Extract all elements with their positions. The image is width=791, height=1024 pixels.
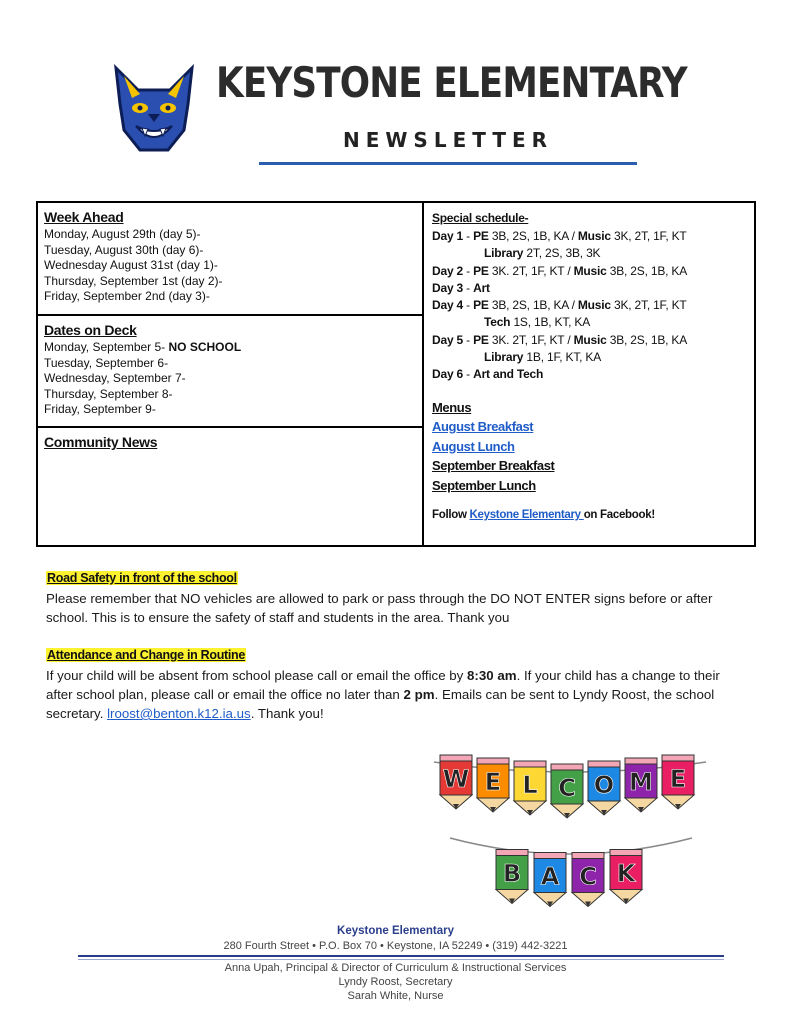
class-list: 3K, 2T, 1F, KT (610, 229, 687, 243)
day-label: Day 6 (432, 367, 464, 382)
class-list: 3B, 2S, 1B, KA / (488, 229, 578, 243)
week-ahead-line: Friday, September 2nd (day 3)- (44, 289, 210, 303)
class-list: 3K. 2T, 1F, KT / (488, 263, 574, 278)
road-safety-text: Please remember that NO vehicles are allowed to park or pass through the DO NOT ENTER signs before or after school. This is to ensure the safety of staff and students in the area. Thank you (46, 591, 713, 625)
banner-letter: W (442, 765, 470, 793)
special-schedule-heading: Special schedule- (432, 211, 529, 225)
absence-deadline: 8:30 am (467, 668, 517, 683)
day-label: Day 3 (432, 280, 464, 295)
august-breakfast-link[interactable]: August Breakfast (432, 419, 534, 435)
pe-label: PE (473, 332, 489, 347)
schedule-day-1: Day 1 - PE 3B, 2S, 1B, KA / Music 3K, 2T, 1F, KT (432, 229, 687, 243)
banner-pencil-flag (572, 853, 604, 907)
library-label: Library (484, 246, 524, 261)
banner-letter: L (522, 771, 538, 799)
date-text: Monday, September 5- (44, 340, 169, 354)
attendance-text-part: . If your child has a change to their after school plan, please call or email the office no later than (46, 668, 720, 702)
music-label: Music (573, 263, 607, 278)
week-ahead-line: Thursday, September 1st (day 2)- (44, 273, 223, 288)
banner-pencil-flag (440, 755, 472, 809)
dates-on-deck-heading: Dates on Deck (44, 322, 137, 338)
staff-principal: Anna Upah, Principal & Director of Curriculum & Instructional Services (224, 962, 567, 974)
banner-letter: E (669, 765, 687, 793)
attendance-text-part: . Emails can be sent to Lyndy Roost, the school secretary. (46, 687, 715, 721)
banner-letter: M (629, 768, 653, 796)
dates-on-deck-line: Wednesday, September 7- (44, 371, 186, 385)
banner-pencil-flag (610, 850, 642, 904)
dates-on-deck-line (44, 340, 422, 356)
change-deadline: 2 pm (403, 687, 435, 702)
attendance-text-part: . Thank you! (250, 706, 324, 721)
music-label: Music (577, 229, 611, 243)
september-lunch-link[interactable]: September Lunch (432, 477, 536, 493)
dates-on-deck-cell (38, 316, 422, 428)
class-list: 1S, 1B, KT, KA (510, 315, 591, 330)
attendance-heading: Attendance and Change in Routine (47, 648, 246, 662)
class-list: 3B, 2S, 1B, KA (606, 332, 688, 347)
staff-nurse: Sarah White, Nurse (347, 990, 444, 1002)
wildcat-mascot-icon (108, 64, 200, 156)
newsletter-subtitle: NEWSLETTER (342, 128, 554, 152)
welcome-back-banner (430, 748, 710, 918)
community-news-cell (38, 428, 422, 545)
follow-text: Follow (432, 509, 470, 522)
footer-school-name: Keystone Elementary (337, 925, 454, 937)
footer-divider-thin (78, 959, 724, 960)
schedule-day-4: Day 4 - PE 3B, 2S, 1B, KA / Music 3K, 2T, 1F, KT (432, 298, 687, 313)
class-list: 3K, 2T, 1F, KT (610, 298, 687, 313)
banner-letter: O (593, 771, 615, 799)
schedule-day-6: Day 6 - Art and Tech (432, 367, 544, 382)
activity-label: Art (473, 280, 490, 295)
dates-on-deck-line: Thursday, September 8- (44, 386, 173, 401)
menus-heading: Menus (432, 399, 472, 415)
menus-section (432, 398, 754, 496)
banner-letter: C (579, 862, 597, 891)
pe-label: PE (473, 229, 489, 243)
banner-string-bottom (450, 838, 692, 854)
road-safety-section (46, 569, 736, 627)
schedule-day-5: Day 5 - PE 3K. 2T, 1F, KT / Music 3B, 2S, 1B, KA (432, 332, 688, 347)
footer-address: 280 Fourth Street • P.O. Box 70 • Keystone, IA 52249 • (319) 442-3221 (223, 940, 568, 952)
info-grid (36, 201, 756, 547)
week-ahead-line: Tuesday, August 30th (day 6)- (44, 242, 204, 257)
week-ahead-heading: Week Ahead (44, 209, 124, 225)
no-school-label: NO SCHOOL (168, 340, 242, 354)
banner-letter: K (616, 859, 636, 888)
school-title: KEYSTONE ELEMENTARY (216, 58, 687, 107)
schedule-day-4-extra (432, 314, 754, 331)
week-ahead-line: Monday, August 29th (day 5)- (44, 227, 201, 241)
tech-label: Tech (484, 315, 511, 330)
day-label: Day 5 (432, 332, 464, 347)
class-list: 1B, 1F, KT, KA (523, 350, 601, 365)
music-label: Music (577, 298, 611, 313)
banner-pencil-flag (625, 758, 657, 812)
schedule-day-3: Day 3 - Art (432, 280, 490, 295)
title-divider (259, 162, 637, 165)
schedule-day-1-extra (432, 245, 754, 262)
day-label: Day 1 (432, 229, 464, 243)
september-breakfast-link[interactable]: September Breakfast (432, 458, 555, 474)
secretary-email-link[interactable]: lroost@benton.k12.ia.us (107, 706, 251, 721)
activity-label: Art and Tech (473, 367, 544, 382)
attendance-text (46, 666, 736, 723)
banner-letter: A (540, 862, 560, 891)
facebook-follow (432, 509, 754, 521)
week-ahead-cell (38, 203, 422, 316)
music-label: Music (573, 332, 607, 347)
pe-label: PE (473, 298, 489, 313)
banner-pencil-flag (551, 764, 583, 818)
august-lunch-link[interactable]: August Lunch (432, 438, 515, 454)
class-list: 3B, 2S, 1B, KA / (488, 298, 578, 313)
day-label: Day 2 (432, 263, 464, 278)
banner-letter: B (502, 859, 522, 888)
community-news-heading: Community News (44, 434, 158, 450)
staff-secretary: Lyndy Roost, Secretary (338, 976, 453, 988)
class-list: 2T, 2S, 3B, 3K (523, 246, 601, 261)
week-ahead-line: Wednesday August 31st (day 1)- (44, 258, 218, 272)
attendance-text-part: If your child will be absent from school please call or email the office by (46, 668, 468, 683)
footer-divider (78, 955, 724, 957)
banner-pencil-flag (477, 758, 509, 812)
pe-label: PE (473, 263, 489, 278)
schedule-day-5-extra (432, 349, 754, 366)
banner-pencil-flag (588, 761, 620, 815)
road-safety-heading: Road Safety in front of the school (47, 571, 237, 585)
left-column (38, 203, 424, 545)
dates-on-deck-line: Tuesday, September 6- (44, 355, 169, 370)
class-list: 3B, 2S, 1B, KA (606, 263, 688, 278)
attendance-section (46, 646, 736, 723)
banner-pencil-flag (534, 853, 566, 907)
day-label: Day 4 (432, 298, 464, 313)
schedule-day-2: Day 2 - PE 3K. 2T, 1F, KT / Music 3B, 2S, 1B, KA (432, 263, 688, 278)
banner-pencil-flag (514, 761, 546, 815)
right-column (426, 203, 754, 545)
facebook-link[interactable]: Keystone Elementary (469, 509, 584, 522)
dates-on-deck-line: Friday, September 9- (44, 402, 156, 416)
follow-text: on Facebook! (583, 509, 655, 522)
library-label: Library (484, 350, 524, 365)
class-list: 3K. 2T, 1F, KT / (488, 332, 574, 347)
banner-letter: C (558, 774, 576, 802)
banner-letter: E (484, 768, 502, 796)
banner-pencil-flag (662, 755, 694, 809)
banner-pencil-flag (496, 850, 528, 904)
